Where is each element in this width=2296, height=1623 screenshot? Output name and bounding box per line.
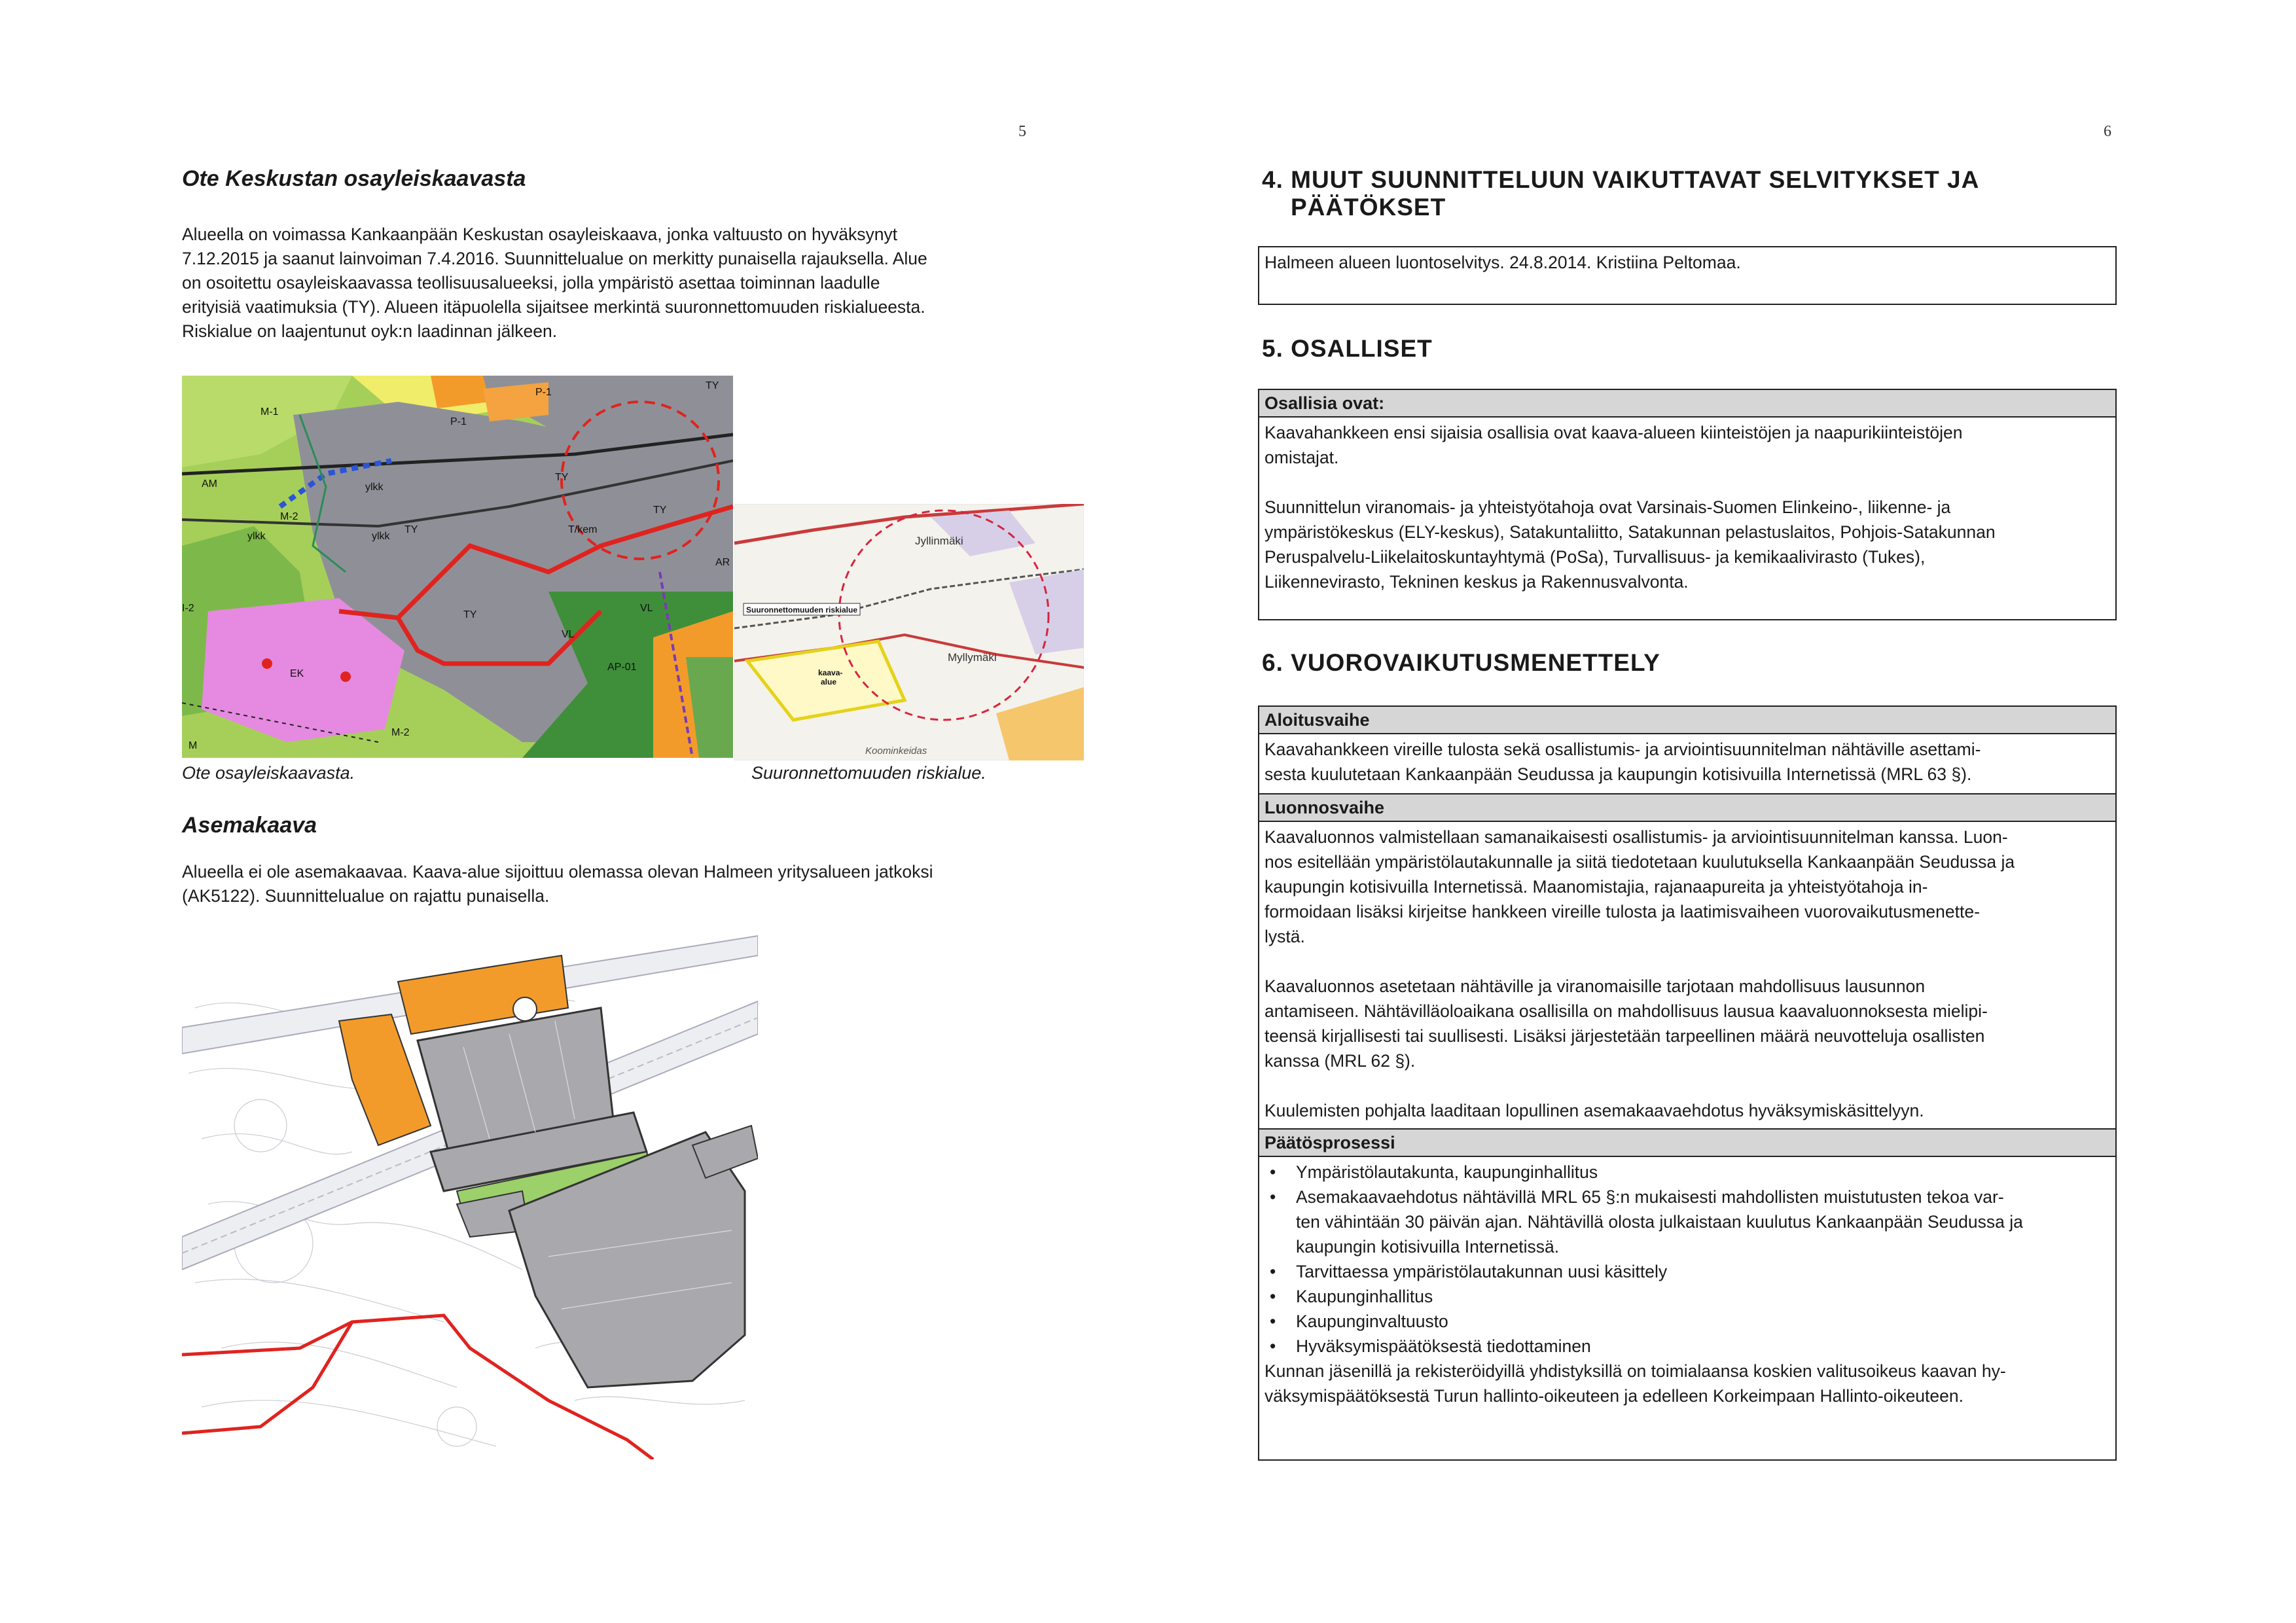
osayleiskaava-map [182,376,733,758]
aloitusvaihe-header: Aloitusvaihe [1259,707,2115,734]
heading-asemakaava: Asemakaava [182,813,317,838]
text-line: Kuulemisten pohjalta laaditaan lopullinen asemakaavaehdotus hyväksymiskäsittelyyn. [1265,1101,1924,1120]
osalliset-header: Osallisia ovat: [1259,390,2115,418]
map-label: I-2 [182,603,194,614]
text-line: formoidaan lisäksi kirjeitse hankkeen vireille tulosta ja laatimisvaiheen vuorovaikutusmenette- [1265,902,1980,921]
text-line: Suunnittelun viranomais- ja yhteistyötahoja ovat Varsinais-Suomen Elinkeino-, liikenne- ja [1265,497,1951,517]
map-label: TY [555,472,569,483]
text-line: Kunnan jäsenillä ja rekisteröidyillä yhdistyksillä on toimialaansa koskien valitusoikeus kaavan hy- [1265,1361,2006,1381]
map-label: M-2 [391,727,410,738]
text-line: lystä. [1265,927,1305,946]
map-label: AM [202,478,217,490]
paragraph-asemakaava [182,860,1046,908]
text-line: sesta kuulutetaan Kankaanpään Seudussa ja kaupungin kotisivuilla Internetissä (MRL 63 §). [1265,764,1972,784]
page-number-left: 5 [1018,123,1026,140]
text-line: antamiseen. Nähtävilläoloaikana osallisilla on mahdollisuus lausua kaavaluonnoksesta mielipi- [1265,1001,1988,1021]
text-line: Kaavaluonnos valmistellaan samanaikaisesti osallistumis- ja arviointisuunnitelman kanssa. Luon- [1265,827,2008,847]
list-item [1265,1160,2110,1185]
map-place-label: Jyllinmäki [915,535,963,547]
section-6-title: 6. VUOROVAIKUTUSMENETTELY [1262,649,1660,676]
section-4-box [1258,246,2117,305]
map-label: T/kem [568,524,598,535]
luonnosvaihe-body [1259,822,2115,1126]
osalliset-box [1258,389,2117,620]
luonnosvaihe-header: Luonnosvaihe [1259,793,2115,822]
caption-riskialue: Suuronnettomuuden riskialue. [751,763,986,783]
text-line: 7.12.2015 ja saanut lainvoiman 7.4.2016. Suunnittelualue on merkitty punaisella rajauksella. Alue [182,249,927,268]
text-line: ten vähintään 30 päivän ajan. Nähtävillä olosta julkaistaan kuulutus Kankaanpään Seudussa ja [1296,1212,2023,1232]
text-line: Kaavahankkeen vireille tulosta sekä osallistumis- ja arviointisuunnitelman nähtäville asettami- [1265,740,1981,759]
text-line: Liikennevirasto, Tekninen keskus ja Rakennusvalvonta. [1265,572,1689,592]
text-line: Peruspalvelu-Liikelaitoskuntayhtymä (PoSa), Turvallisuus- ja kemikaalivirasto (Tukes), [1265,547,1926,567]
map-label: P-1 [535,387,552,398]
section-4-title [1262,166,2113,221]
text-line: omistajat. [1265,448,1339,467]
list-item [1265,1259,2110,1284]
text-line: Kaupunginvaltuusto [1296,1311,1448,1331]
paatosprosessi-header: Päätösprosessi [1259,1128,2115,1157]
page-number-right: 6 [2104,123,2111,140]
text-line: kaupungin kotisivuilla Internetissä. [1296,1237,1560,1257]
text-line: Kaavaluonnos asetetaan nähtäville ja viranomaisille tarjotaan mahdollisuus lausunnon [1265,976,1926,996]
asemakaava-map [182,929,758,1459]
map-label: TY [463,609,477,620]
map-legend-label: Suuronnettomuuden riskialue [746,605,858,615]
riskialue-map [734,504,1084,760]
map-label: M-2 [280,511,298,522]
map-label: EK [290,668,304,679]
heading-osayleiskaava: Ote Keskustan osayleiskaavasta [182,166,526,191]
map-place-label: Myllymäki [948,651,997,664]
map-label: TY [653,505,667,516]
text-line: Ympäristölautakunta, kaupunginhallitus [1296,1162,1598,1182]
list-item [1265,1309,2110,1334]
text-line: Tarvittaessa ympäristölautakunnan uusi käsittely [1296,1262,1668,1281]
map-label: ylkk [365,482,384,493]
map-label: TY [404,524,418,535]
list-item [1265,1185,2110,1259]
text-line: kanssa (MRL 62 §). [1265,1051,1416,1071]
vuorovaikutus-box [1258,705,2117,1461]
caption-osayleiskaava: Ote osayleiskaavasta. [182,763,355,783]
text-line: Kaupunginhallitus [1296,1287,1433,1306]
map-label: M-1 [260,406,279,418]
text-line: väksymispäätöksestä Turun hallinto-oikeuteen ja edelleen Korkeimpaan Hallinto-oikeuteen. [1265,1386,1964,1406]
section-5-title: 5. OSALLISET [1262,335,1433,362]
map-label: M [188,740,198,751]
text-line: on osoitettu osayleiskaavassa teollisuusalueeksi, jolla ympäristö asettaa toiminnan laadulle [182,273,880,293]
text-line: • Asemakaavaehdotus nähtävillä MRL 65 §:n mukaisesti mahdollisten muistutusten tekoa var- [1296,1187,2004,1207]
title-line: PÄÄTÖKSET [1291,194,1446,221]
text-line: ympäristökeskus (ELY-keskus), Satakuntaliitto, Satakunnan pelastuslaitos, Pohjois-Satakunnan [1265,522,1996,542]
text-line: (AK5122). Suunnittelualue on rajattu punaisella. [182,886,550,906]
paragraph-osayleiskaava [182,223,1046,344]
section-4-box-text: Halmeen alueen luontoselvitys. 24.8.2014. Kristiina Peltomaa. [1265,253,1741,272]
list-item [1265,1334,2110,1359]
title-line: 4. MUUT SUUNNITTELUUN VAIKUTTAVAT SELVITYKSET JA [1262,166,1980,193]
text-line: Hyväksymispäätöksestä tiedottaminen [1296,1336,1591,1356]
text-line: Kaavahankkeen ensi sijaisia osallisia ovat kaava-alueen kiinteistöjen ja naapurikiinteistöjen [1265,423,1963,442]
map-place-label: Koominkeidas [865,745,927,757]
map-label: VL [640,603,653,614]
list-item [1265,1284,2110,1309]
paatosprosessi-list [1265,1160,2110,1359]
map-label: VL [562,629,575,640]
text-line: kaupungin kotisivuilla Internetissä. Maanomistajia, rajanaapureita ja yhteistyötahoja in- [1265,877,1928,897]
text-line: Riskialue on laajentunut oyk:n laadinnan jälkeen. [182,321,558,341]
text-line: Alueella ei ole asemakaavaa. Kaava-alue sijoittuu olemassa olevan Halmeen yritysalueen jatkoksi [182,862,933,882]
paatosprosessi-body [1259,1157,2115,1411]
map-label: TY [706,380,719,391]
map-label: kaava- [818,668,843,677]
text-line: teensä kirjallisesti tai suullisesti. Lisäksi järjestetään tarpeellinen määrä neuvotteluja osallisten [1265,1026,1985,1046]
text-line: nos esitellään ympäristölautakunnalle ja siitä tiedotetaan kuulutuksella Kankaanpään Seudussa ja [1265,852,2015,872]
map-label: P-1 [450,416,467,427]
map-label: ylkk [247,531,266,542]
text-line: erityisiä vaatimuksia (TY). Alueen itäpuolella sijaitsee merkintä suuronnettomuuden riskialueesta. [182,297,925,317]
osalliset-body [1259,418,2115,597]
text-line: Alueella on voimassa Kankaanpään Keskustan osayleiskaava, jonka valtuusto on hyväksynyt [182,224,898,244]
map-label: AP-01 [607,662,637,673]
map-label: ylkk [372,531,390,542]
map-label: AR [715,557,730,568]
map-label: alue [821,677,837,687]
aloitusvaihe-body [1259,734,2115,789]
